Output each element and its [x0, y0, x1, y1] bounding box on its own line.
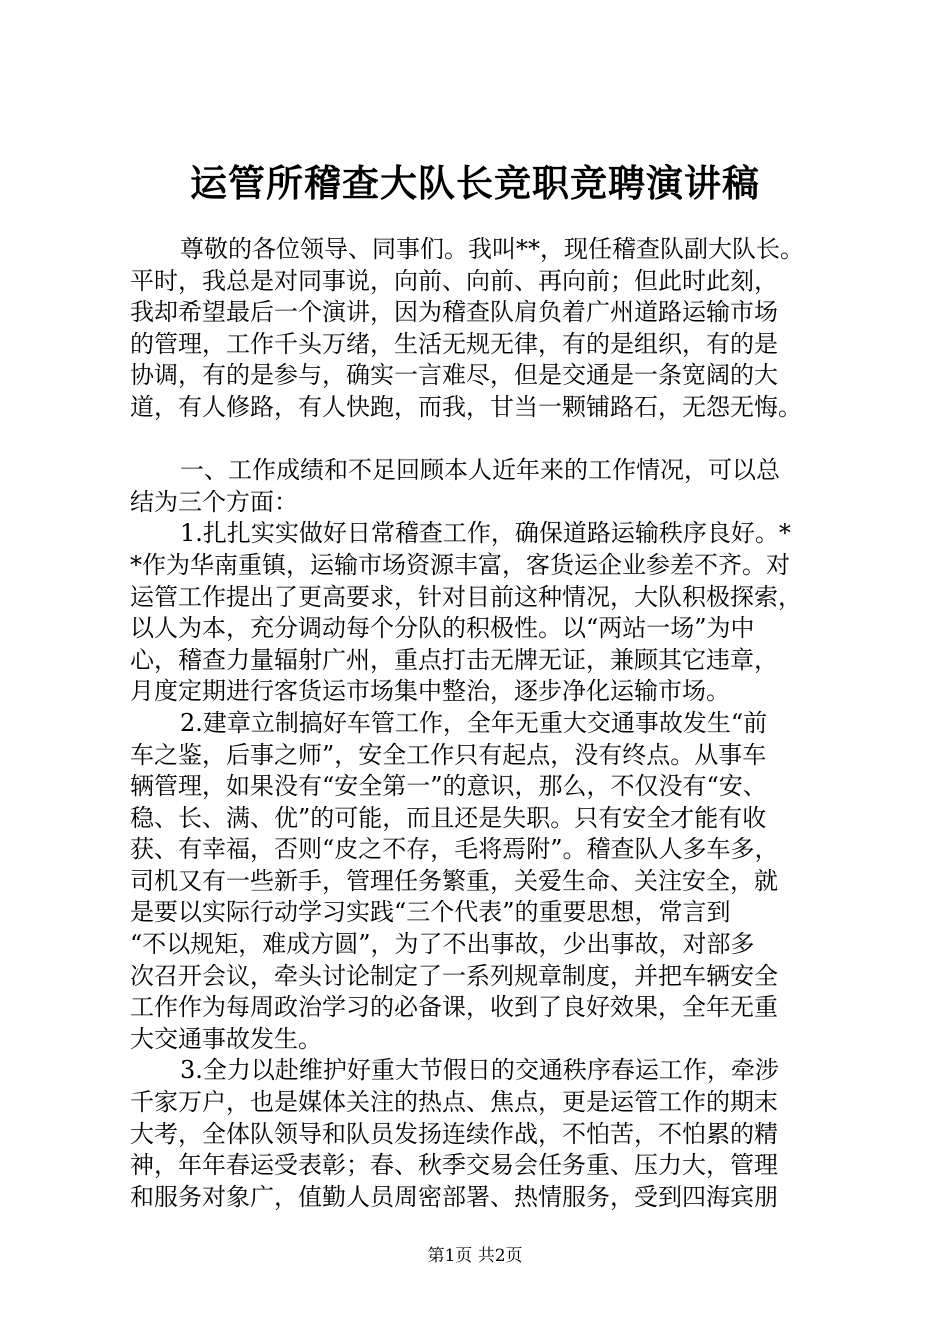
paragraph-line: 2.建章立制搞好车管工作，全年无重大交通事故发生“前 — [180, 708, 768, 737]
document-title: 运管所稽查大队长竞职竞聘演讲稿 — [190, 161, 760, 205]
paragraph-line: 大交通事故发生。 — [130, 1024, 322, 1053]
paragraph-line: 和服务对象广，值勤人员周密部署、热情服务，受到四海宾朋 — [130, 1182, 778, 1211]
document-body — [130, 234, 870, 1213]
paragraph-line: 神，年年春运受表彰；春、秋季交易会任务重、压力大，管理 — [130, 1151, 778, 1180]
paragraph-line: 千家万户，也是媒体关注的热点、焦点，更是运管工作的期末 — [130, 1088, 778, 1117]
paragraph-line: 辆管理，如果没有“安全第一”的意识，那么，不仅没有“安、 — [130, 772, 767, 801]
paragraph-line: “不以规矩，难成方圆”，为了不出事故，少出事故，对部多 — [130, 930, 755, 959]
paragraph-line: 一、工作成绩和不足回顾本人近年来的工作情况，可以总 — [180, 456, 780, 485]
paragraph-line: 尊敬的各位领导、同事们。我叫**，现任稽查队副大队长。 — [180, 235, 804, 263]
paragraph-line: 心，稽查力量辐射广州，重点打击无牌无证，兼顾其它违章， — [130, 645, 778, 674]
paragraph-line: 我却希望最后一个演讲，因为稽查队肩负着广州道路运输市场 — [130, 298, 778, 327]
paragraph-line: 稳、长、满、优”的可能，而且还是失职。只有安全才能有收 — [130, 803, 767, 832]
paragraph-line: 结为三个方面： — [130, 487, 298, 516]
paragraph-line: 运管工作提出了更高要求，针对目前这种情况，大队积极探索， — [130, 582, 802, 611]
paragraph-line: 获、有幸福，否则“皮之不存，毛将焉附”。稽查队人多车多， — [130, 835, 779, 864]
blank-line — [130, 424, 870, 456]
paragraph-line: 协调，有的是参与，确实一言难尽，但是交通是一条宽阔的大 — [130, 361, 778, 390]
paragraph-line: 3.全力以赴维护好重大节假日的交通秩序春运工作，牵涉 — [180, 1056, 779, 1085]
paragraph-line: 的管理，工作千头万绪，生活无规无律，有的是组织，有的是 — [130, 329, 778, 358]
paragraph-line: *作为华南重镇，运输市场资源丰富，客货运企业参差不齐。对 — [130, 550, 790, 579]
paragraph-line: 司机又有一些新手，管理任务繁重，关爱生命、关注安全，就 — [130, 866, 778, 895]
paragraph-line: 次召开会议，牵头讨论制定了一系列规章制度，并把车辆安全 — [130, 961, 778, 990]
paragraph-line: 道，有人修路，有人快跑，而我，甘当一颗铺路石，无怨无悔。 — [130, 392, 802, 421]
paragraph-line: 以人为本，充分调动每个分队的积极性。以“两站一场”为中 — [130, 614, 755, 643]
paragraph-line: 工作作为每周政治学习的必备课，收到了良好效果，全年无重 — [130, 993, 778, 1022]
page-number-footer: 第1页 共2页 — [427, 1246, 523, 1266]
paragraph-line: 大考，全体队领导和队员发扬连续作战，不怕苦，不怕累的精 — [130, 1119, 778, 1148]
paragraph-line: 1.扎扎实实做好日常稽查工作，确保道路运输秩序良好。* — [180, 519, 791, 548]
paragraph-line: 是要以实际行动学习实践“三个代表”的重要思想，常言到 — [130, 898, 731, 927]
paragraph-line: 月度定期进行客货运市场集中整治，逐步净化运输市场。 — [130, 677, 730, 706]
paragraph-line: 平时，我总是对同事说，向前、向前、再向前；但此时此刻， — [130, 266, 778, 295]
paragraph-line: 车之鉴，后事之师”，安全工作只有起点，没有终点。从事车 — [130, 740, 767, 769]
